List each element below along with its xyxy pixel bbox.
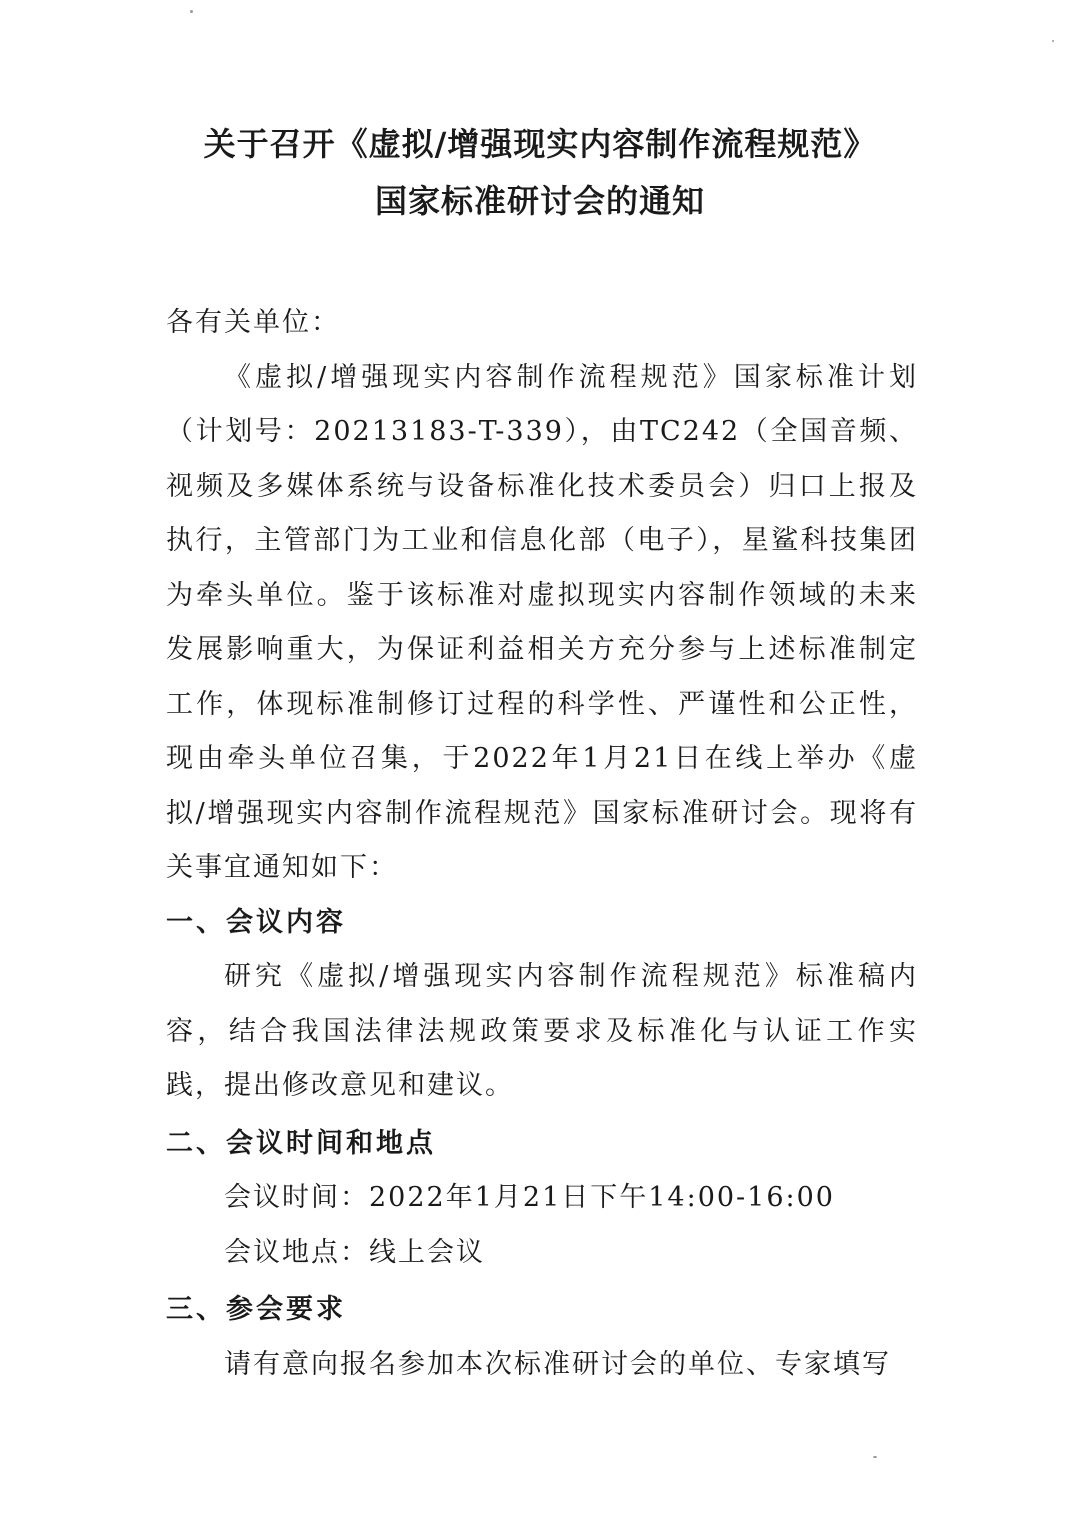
scan-speck <box>1052 40 1054 42</box>
intro-paragraph: 《虚拟/增强现实内容制作流程规范》国家标准计划（计划号：20213183-T-339），由TC242（全国音频、视频及多媒体系统与设备标准化技术委员会）归口上报及执行，主管部门为工业和信息化部（电子），星鲨科技集团为牵头单位。鉴于该标准对虚拟现实内容制作领域的未来发展影响重大，为保证利益相关方充分参与上述标准制定工作，体现标准制修订过程的科学性、严谨性和公正性，现由牵头单位召集，于2022年1月21日在线上举办《虚拟/增强现实内容制作流程规范》国家标准研讨会。现将有关事宜通知如下： <box>166 361 918 883</box>
notice-body <box>166 296 918 1392</box>
section-heading-requirements: 三、参会要求 <box>166 1294 346 1325</box>
scan-speck <box>873 1456 877 1458</box>
requirements-paragraph: 请有意向报名参加本次标准研讨会的单位、专家填写 <box>224 1348 891 1380</box>
salutation: 各有关单位： <box>166 307 340 338</box>
meeting-time: 会议时间：2022年1月21日下午14:00-16:00 <box>224 1182 835 1213</box>
scan-speck <box>190 10 193 13</box>
notice-title-line-2: 国家标准研讨会的通知 <box>374 182 705 220</box>
meeting-place: 会议地点：线上会议 <box>224 1236 485 1268</box>
section-heading-time-place: 二、会议时间和地点 <box>166 1127 436 1159</box>
section-content-paragraph: 研究《虚拟/增强现实内容制作流程规范》标准稿内容，结合我国法律法规政策要求及标准化与认证工作实践，提出修改意见和建议。 <box>166 961 918 1101</box>
notice-title-line-1: 关于召开《虚拟/增强现实内容制作流程规范》 <box>203 125 877 163</box>
section-heading-content: 一、会议内容 <box>166 906 346 938</box>
